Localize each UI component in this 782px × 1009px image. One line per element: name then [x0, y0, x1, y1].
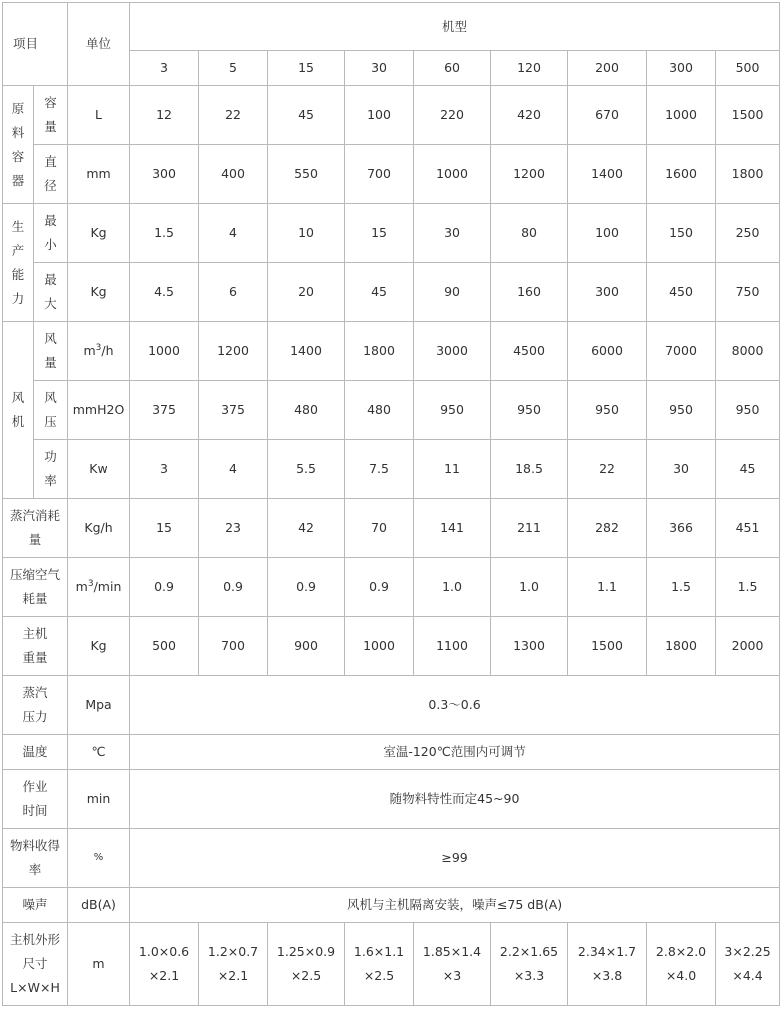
value-cell: 80 — [491, 204, 568, 263]
value-cell: 211 — [491, 499, 568, 558]
value-cell: 7000 — [647, 322, 716, 381]
value-cell: 2.2×1.65 ×3.3 — [491, 923, 568, 1006]
row-label: 最大 — [34, 263, 68, 322]
value-cell: 4 — [199, 204, 268, 263]
value-cell: 2000 — [716, 617, 780, 676]
value-cell: 5.5 — [268, 440, 345, 499]
value-cell: 1.5 — [647, 558, 716, 617]
value-cell: 1100 — [414, 617, 491, 676]
value-cell: 950 — [491, 381, 568, 440]
row-label: 作业 时间 — [3, 770, 68, 829]
header-row-1 — [3, 3, 780, 51]
value-cell: 0.9 — [268, 558, 345, 617]
value-cell: 45 — [716, 440, 780, 499]
value-cell: 375 — [199, 381, 268, 440]
header-model: 机型 — [130, 3, 780, 51]
value-cell: 70 — [345, 499, 414, 558]
row-unit: min — [68, 770, 130, 829]
value-cell: 4.5 — [130, 263, 199, 322]
value-cell: 100 — [345, 86, 414, 145]
row-unit: Kg — [68, 617, 130, 676]
model-cell: 200 — [568, 51, 647, 86]
row-label: 最小 — [34, 204, 68, 263]
value-cell: 950 — [568, 381, 647, 440]
row-unit: $m^3/h$ — [68, 322, 130, 381]
row-unit: $m^3/\min$ — [68, 558, 130, 617]
value-cell: 1200 — [491, 145, 568, 204]
value-cell: 20 — [268, 263, 345, 322]
value-cell: 3 — [130, 440, 199, 499]
value-cell: 420 — [491, 86, 568, 145]
model-cell: 60 — [414, 51, 491, 86]
row-label: 风压 — [34, 381, 68, 440]
row-unit: ℃ — [68, 735, 130, 770]
group-label-fan: 风机 — [3, 322, 34, 499]
row-label: 直径 — [34, 145, 68, 204]
value-cell: 1600 — [647, 145, 716, 204]
value-cell: 1.1 — [568, 558, 647, 617]
value-cell: 250 — [716, 204, 780, 263]
value-cell: 1000 — [647, 86, 716, 145]
value-cell: 6000 — [568, 322, 647, 381]
value-cell: 282 — [568, 499, 647, 558]
value-cell: 45 — [268, 86, 345, 145]
value-cell: 1500 — [568, 617, 647, 676]
row-unit: Mpa — [68, 676, 130, 735]
table-row-volume — [3, 86, 780, 145]
value-cell: 550 — [268, 145, 345, 204]
merged-value-cell: 0.3～0.6 — [130, 676, 780, 735]
table-row-pressure — [3, 381, 780, 440]
value-cell: 1400 — [568, 145, 647, 204]
value-cell: 10 — [268, 204, 345, 263]
value-cell: 300 — [568, 263, 647, 322]
value-cell: 220 — [414, 86, 491, 145]
row-label: 压缩空气 耗量 — [3, 558, 68, 617]
model-cell: 15 — [268, 51, 345, 86]
value-cell: 1800 — [716, 145, 780, 204]
table-row-max — [3, 263, 780, 322]
table-row-air — [3, 558, 780, 617]
value-cell: 11 — [414, 440, 491, 499]
value-cell: 500 — [130, 617, 199, 676]
model-cell: 30 — [345, 51, 414, 86]
value-cell: 950 — [414, 381, 491, 440]
row-label: 物料收得 率 — [3, 829, 68, 888]
value-cell: 400 — [199, 145, 268, 204]
row-label: 功率 — [34, 440, 68, 499]
row-unit: L — [68, 86, 130, 145]
value-cell: 950 — [716, 381, 780, 440]
value-cell: 22 — [199, 86, 268, 145]
value-cell: 0.9 — [345, 558, 414, 617]
value-cell: 750 — [716, 263, 780, 322]
header-item: 项目 — [3, 3, 68, 86]
table-row-time — [3, 770, 780, 829]
value-cell: 700 — [345, 145, 414, 204]
value-cell: 100 — [568, 204, 647, 263]
row-unit: mmH2O — [68, 381, 130, 440]
value-cell: 141 — [414, 499, 491, 558]
value-cell: 1800 — [647, 617, 716, 676]
value-cell: 1.25×0.9 ×2.5 — [268, 923, 345, 1006]
model-cell: 500 — [716, 51, 780, 86]
row-unit: Kg/h — [68, 499, 130, 558]
row-label: 主机外形 尺寸 L×W×H — [3, 923, 68, 1006]
row-label: 风量 — [34, 322, 68, 381]
value-cell: 3000 — [414, 322, 491, 381]
value-cell: 1.0 — [414, 558, 491, 617]
table-row-steam-pressure — [3, 676, 780, 735]
value-cell: 0.9 — [199, 558, 268, 617]
row-unit: m — [68, 923, 130, 1006]
merged-value-cell: ≥99 — [130, 829, 780, 888]
row-label: 主机 重量 — [3, 617, 68, 676]
value-cell: 950 — [647, 381, 716, 440]
value-cell: 0.9 — [130, 558, 199, 617]
table-row-power — [3, 440, 780, 499]
value-cell: 300 — [130, 145, 199, 204]
merged-value-cell: 随物料特性而定45~90 — [130, 770, 780, 829]
value-cell: 4 — [199, 440, 268, 499]
value-cell: 670 — [568, 86, 647, 145]
table-row-temperature — [3, 735, 780, 770]
value-cell: 1.0×0.6 ×2.1 — [130, 923, 199, 1006]
table-row-airflow — [3, 322, 780, 381]
value-cell: 22 — [568, 440, 647, 499]
value-cell: 90 — [414, 263, 491, 322]
value-cell: 7.5 — [345, 440, 414, 499]
table-row-steam — [3, 499, 780, 558]
header-unit: 单位 — [68, 3, 130, 86]
value-cell: 2.34×1.7 ×3.8 — [568, 923, 647, 1006]
row-label: 噪声 — [3, 888, 68, 923]
value-cell: 1200 — [199, 322, 268, 381]
value-cell: 2.8×2.0 ×4.0 — [647, 923, 716, 1006]
model-cell: 5 — [199, 51, 268, 86]
merged-value-cell: 室温-120℃范围内可调节 — [130, 735, 780, 770]
table-row-yield — [3, 829, 780, 888]
spec-table — [2, 2, 780, 1006]
row-unit: mm — [68, 145, 130, 204]
value-cell: 1300 — [491, 617, 568, 676]
value-cell: 1.0 — [491, 558, 568, 617]
value-cell: 900 — [268, 617, 345, 676]
value-cell: 450 — [647, 263, 716, 322]
value-cell: 366 — [647, 499, 716, 558]
merged-value-cell: 风机与主机隔离安装，噪声≤75 dB(A) — [130, 888, 780, 923]
table-row-size — [3, 923, 780, 1006]
value-cell: 23 — [199, 499, 268, 558]
value-cell: 15 — [345, 204, 414, 263]
value-cell: 480 — [345, 381, 414, 440]
row-unit: dB(A) — [68, 888, 130, 923]
value-cell: 30 — [647, 440, 716, 499]
value-cell: 1000 — [414, 145, 491, 204]
value-cell: 4500 — [491, 322, 568, 381]
table-row-diameter — [3, 145, 780, 204]
value-cell: 1.2×0.7 ×2.1 — [199, 923, 268, 1006]
value-cell: 480 — [268, 381, 345, 440]
row-unit: Kg — [68, 263, 130, 322]
row-label: 蒸汽消耗 量 — [3, 499, 68, 558]
row-label: 蒸汽 压力 — [3, 676, 68, 735]
row-unit: % — [68, 829, 130, 888]
row-unit: Kw — [68, 440, 130, 499]
row-label: 温度 — [3, 735, 68, 770]
value-cell: 1.85×1.4 ×3 — [414, 923, 491, 1006]
row-unit: Kg — [68, 204, 130, 263]
table-row-weight — [3, 617, 780, 676]
value-cell: 1000 — [130, 322, 199, 381]
value-cell: 150 — [647, 204, 716, 263]
value-cell: 1000 — [345, 617, 414, 676]
value-cell: 6 — [199, 263, 268, 322]
value-cell: 1400 — [268, 322, 345, 381]
table-row-min — [3, 204, 780, 263]
value-cell: 451 — [716, 499, 780, 558]
value-cell: 700 — [199, 617, 268, 676]
value-cell: 160 — [491, 263, 568, 322]
model-cell: 3 — [130, 51, 199, 86]
value-cell: 3×2.25 ×4.4 — [716, 923, 780, 1006]
group-label-container: 原料容器 — [3, 86, 34, 204]
value-cell: 15 — [130, 499, 199, 558]
value-cell: 375 — [130, 381, 199, 440]
value-cell: 45 — [345, 263, 414, 322]
model-cell: 120 — [491, 51, 568, 86]
value-cell: 8000 — [716, 322, 780, 381]
value-cell: 30 — [414, 204, 491, 263]
group-label-capacity: 生产能力 — [3, 204, 34, 322]
value-cell: 1.5 — [130, 204, 199, 263]
value-cell: 12 — [130, 86, 199, 145]
value-cell: 42 — [268, 499, 345, 558]
value-cell: 1.6×1.1 ×2.5 — [345, 923, 414, 1006]
row-label: 容量 — [34, 86, 68, 145]
value-cell: 18.5 — [491, 440, 568, 499]
table-row-noise — [3, 888, 780, 923]
value-cell: 1.5 — [716, 558, 780, 617]
value-cell: 1800 — [345, 322, 414, 381]
model-cell: 300 — [647, 51, 716, 86]
value-cell: 1500 — [716, 86, 780, 145]
